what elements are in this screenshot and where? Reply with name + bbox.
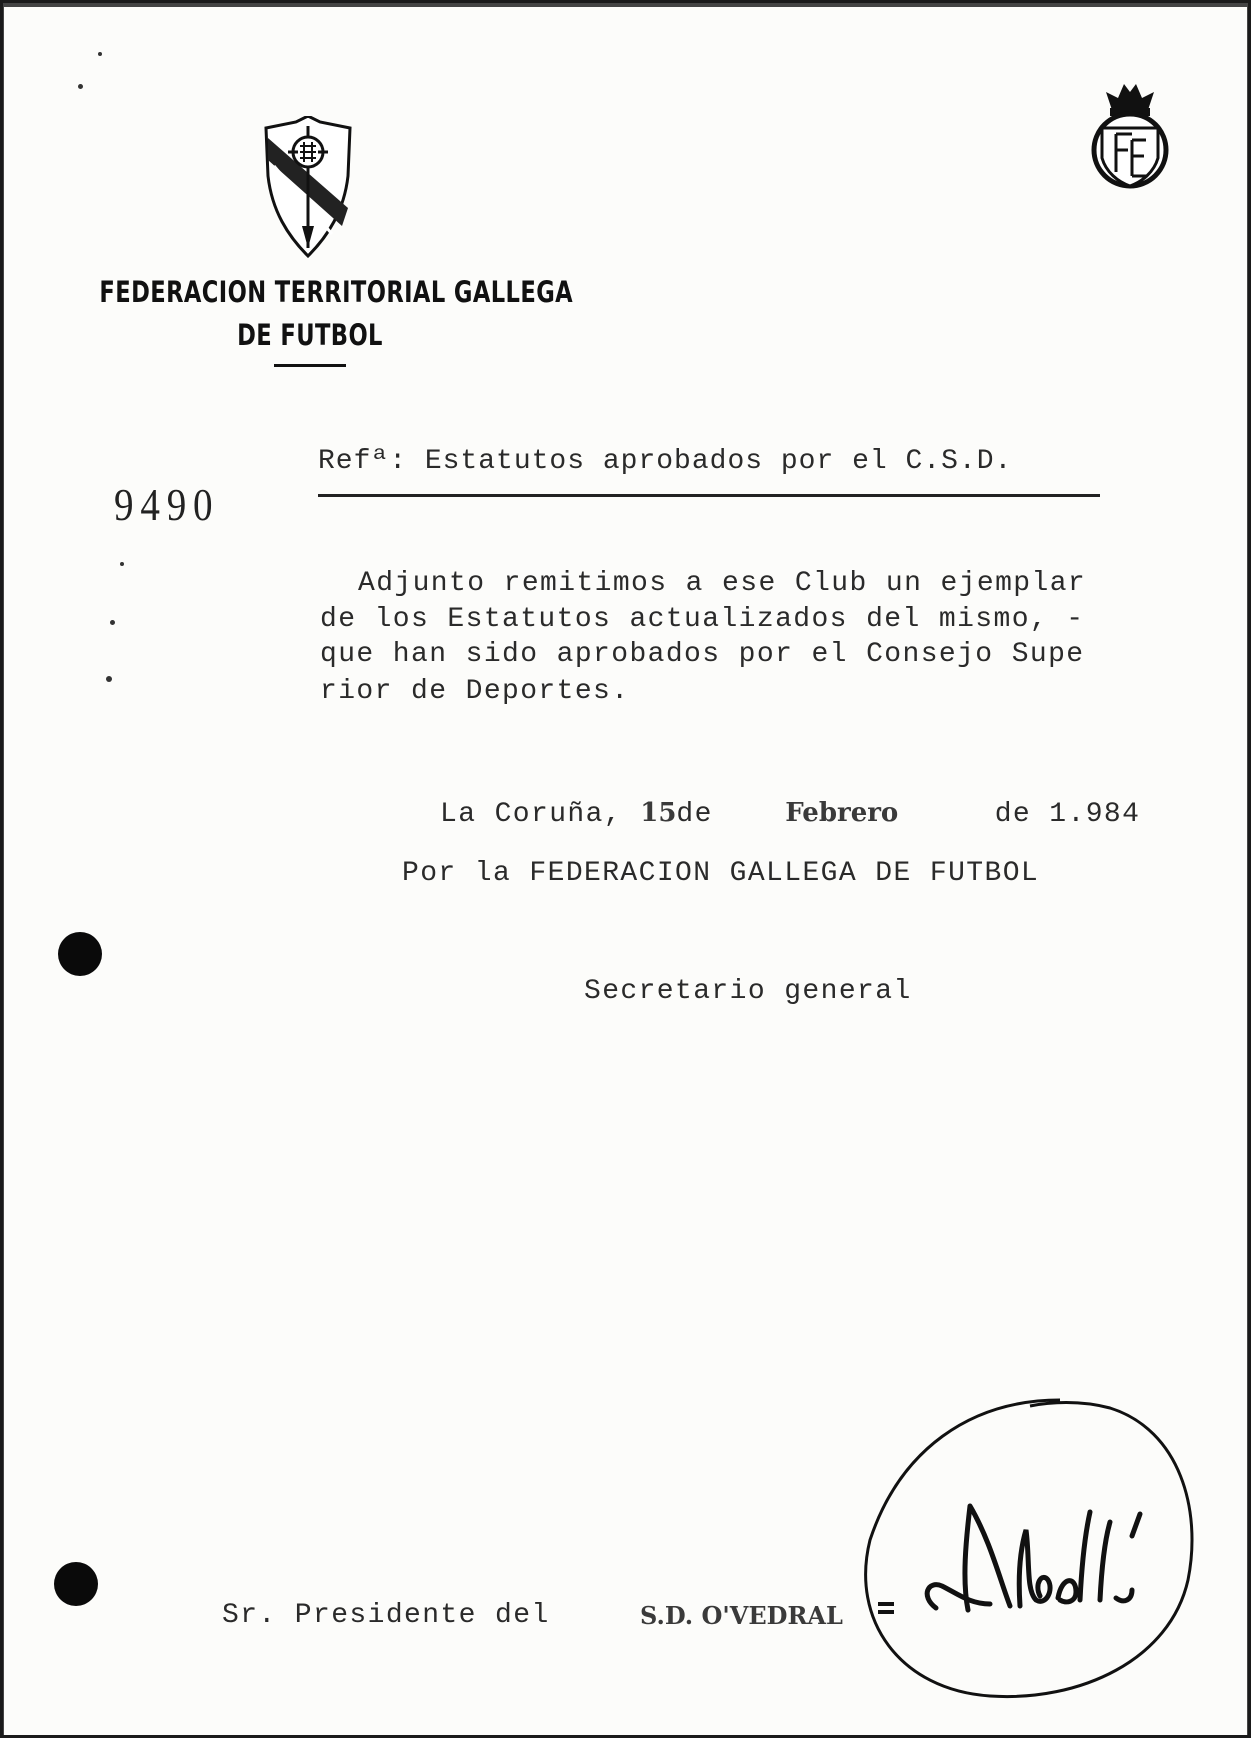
punch-hole-lower: [54, 1562, 98, 1606]
punch-hole-upper: [58, 932, 102, 976]
body-line-2: de los Estatutos actualizados del mismo, -: [320, 604, 1085, 635]
federation-crest-icon: [262, 116, 354, 258]
date-day: 15: [640, 798, 677, 828]
signatory-title: Secretario general: [584, 976, 912, 1007]
ink-speck: [98, 52, 102, 56]
header-underline: [274, 364, 346, 367]
organization-name-line2: DE FUTBOL: [237, 318, 383, 352]
date-de-1: de: [676, 799, 713, 830]
addressee-club-name: S.D. O'VEDRAL: [640, 1601, 843, 1630]
date-place: La Coruña,: [440, 799, 623, 830]
date-year: 1.984: [1049, 799, 1141, 830]
document-number: 9490: [114, 479, 220, 530]
body-line-3: que han sido aprobados por el Consejo Supe: [320, 639, 1085, 670]
addressee-prefix: Sr. Presidente del: [222, 1600, 550, 1631]
reference-line: Refª: Estatutos aprobados por el C.S.D.: [318, 446, 1013, 477]
rfef-crown-emblem-icon: [1088, 80, 1172, 192]
date-de-2: de: [994, 799, 1032, 830]
date-month: Febrero: [785, 798, 899, 828]
ink-speck: [106, 676, 112, 682]
reference-underline: [318, 494, 1100, 497]
ink-speck: [120, 562, 124, 566]
closing-federation-line: Por la FEDERACION GALLEGA DE FUTBOL: [402, 858, 1040, 889]
ink-speck: [78, 84, 83, 89]
organization-name-line1: FEDERACION TERRITORIAL GALLEGA: [99, 275, 574, 309]
body-line-4: rior de Deportes.: [320, 676, 630, 707]
handwritten-signature: [850, 1390, 1210, 1710]
ink-speck: [110, 620, 115, 625]
date-line: [440, 798, 1140, 830]
body-line-1: Adjunto remitimos a ese Club un ejemplar: [358, 568, 1087, 599]
